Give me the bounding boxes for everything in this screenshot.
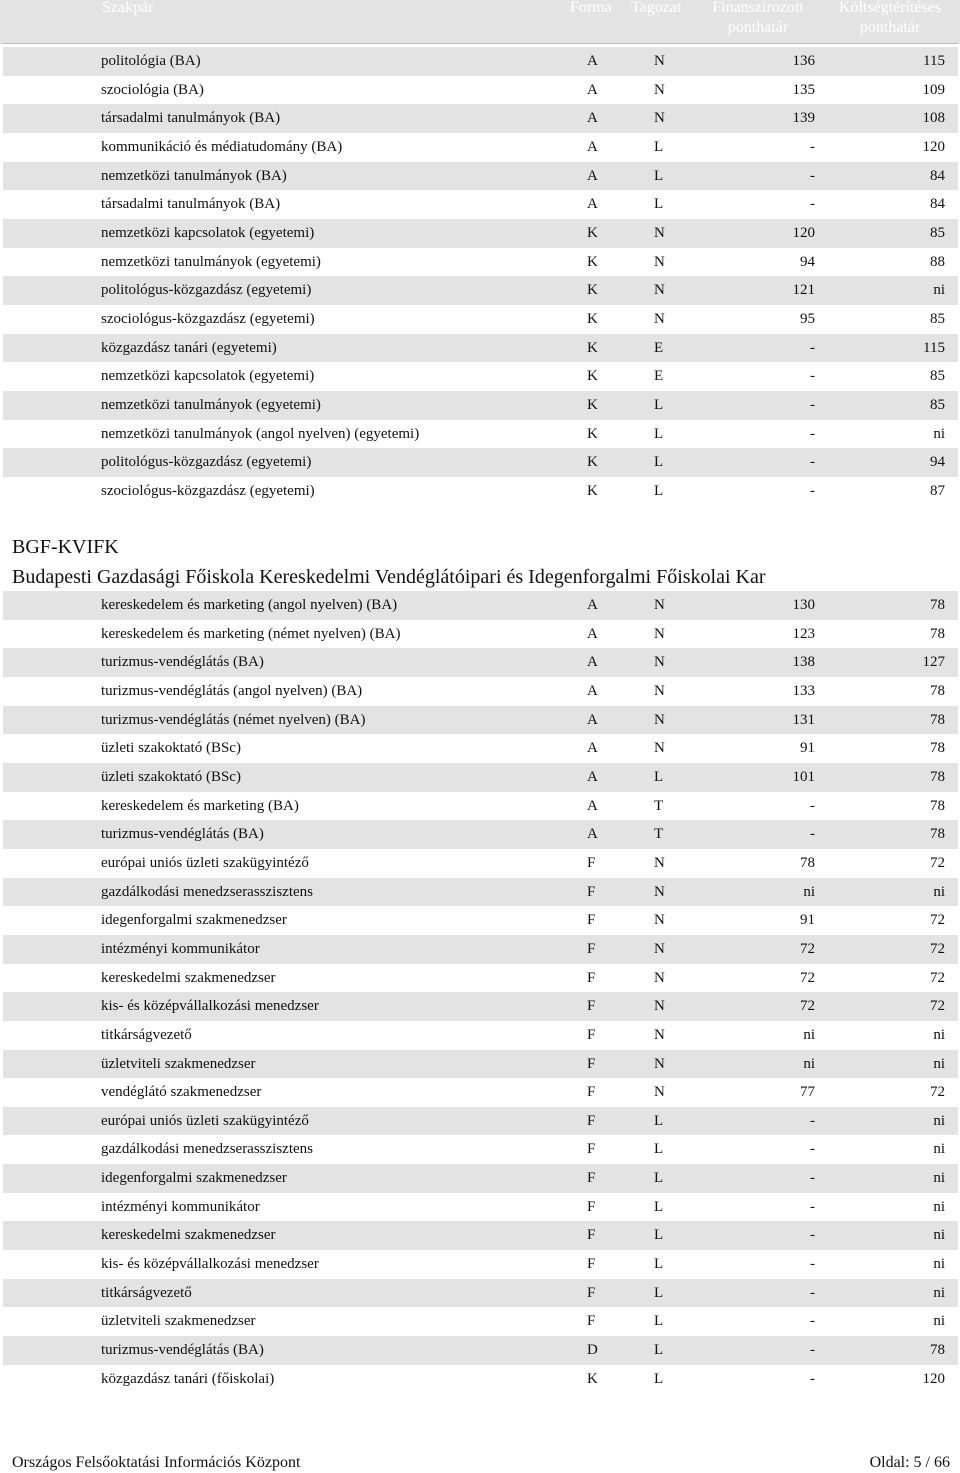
koltsegteriteses-cell: ni bbox=[933, 1112, 945, 1129]
finanszirozott-cell: ni bbox=[803, 1055, 815, 1072]
table-row bbox=[3, 677, 958, 706]
finanszirozott-cell: 95 bbox=[800, 310, 815, 327]
header-szakpar: Szakpár bbox=[102, 0, 154, 16]
tagozat-cell: L bbox=[654, 1112, 664, 1129]
table-row bbox=[3, 362, 958, 391]
forma-cell: A bbox=[587, 138, 598, 155]
tagozat-cell: L bbox=[654, 1141, 664, 1158]
tagozat-cell: L bbox=[654, 1170, 664, 1187]
koltsegteriteses-cell: ni bbox=[933, 1313, 945, 1330]
finanszirozott-cell: 133 bbox=[792, 682, 815, 699]
table-row bbox=[3, 849, 958, 878]
finanszirozott-cell: 72 bbox=[800, 940, 815, 957]
finanszirozott-cell: - bbox=[810, 167, 815, 184]
forma-cell: F bbox=[587, 1313, 596, 1330]
tagozat-cell: L bbox=[654, 138, 664, 155]
szakpar-cell: európai uniós üzleti szakügyintéző bbox=[101, 1112, 309, 1129]
finanszirozott-cell: - bbox=[810, 1313, 815, 1330]
szakpar-cell: gazdálkodási menedzserasszisztens bbox=[101, 1141, 313, 1158]
finanszirozott-cell: 136 bbox=[792, 53, 815, 69]
koltsegteriteses-cell: 85 bbox=[930, 396, 945, 413]
table-row bbox=[3, 1221, 958, 1250]
finanszirozott-cell: 123 bbox=[792, 625, 815, 642]
koltsegteriteses-cell: 84 bbox=[930, 167, 945, 184]
finanszirozott-cell: - bbox=[810, 138, 815, 155]
table-row bbox=[3, 448, 958, 477]
tagozat-cell: L bbox=[654, 425, 664, 442]
forma-cell: K bbox=[587, 396, 598, 413]
table-row bbox=[3, 820, 958, 849]
koltsegteriteses-cell: 72 bbox=[930, 1084, 945, 1101]
institution-code: BGF-KVIFK bbox=[12, 536, 119, 558]
forma-cell: K bbox=[587, 454, 598, 471]
table-row bbox=[3, 1365, 958, 1394]
forma-cell: F bbox=[587, 1141, 596, 1158]
koltsegteriteses-cell: 85 bbox=[930, 224, 945, 241]
tagozat-cell: N bbox=[654, 224, 665, 241]
forma-cell: F bbox=[587, 854, 596, 871]
forma-cell: A bbox=[587, 682, 598, 699]
szakpar-cell: kereskedelem és marketing (angol nyelven) (BA) bbox=[101, 597, 398, 613]
forma-cell: F bbox=[587, 1256, 596, 1273]
forma-cell: K bbox=[587, 339, 598, 356]
finanszirozott-cell: - bbox=[810, 1284, 815, 1301]
szakpar-cell: intézményi kommunikátor bbox=[101, 1198, 260, 1215]
finanszirozott-cell: - bbox=[810, 454, 815, 471]
koltsegteriteses-cell: 78 bbox=[930, 740, 945, 757]
koltsegteriteses-cell: 85 bbox=[930, 310, 945, 327]
koltsegteriteses-cell: 72 bbox=[930, 969, 945, 986]
szakpar-cell: kis- és középvállalkozási menedzser bbox=[101, 1256, 319, 1273]
szakpar-cell: turizmus-vendéglátás (német nyelven) (BA) bbox=[101, 711, 366, 728]
koltsegteriteses-cell: 115 bbox=[923, 339, 945, 356]
tagozat-cell: L bbox=[654, 167, 664, 184]
tagozat-cell: N bbox=[654, 940, 665, 957]
szakpar-cell: társadalmi tanulmányok (BA) bbox=[101, 110, 281, 127]
tagozat-cell: T bbox=[654, 797, 664, 814]
koltsegteriteses-cell: 78 bbox=[930, 797, 945, 814]
table-row bbox=[3, 104, 958, 133]
finanszirozott-cell: - bbox=[810, 1256, 815, 1273]
finanszirozott-cell: - bbox=[810, 339, 815, 356]
table-row bbox=[3, 992, 958, 1021]
finanszirozott-cell: 101 bbox=[792, 768, 815, 785]
szakpar-cell: gazdálkodási menedzserasszisztens bbox=[101, 883, 313, 900]
table-row bbox=[3, 1107, 958, 1136]
szakpar-cell: kereskedelem és marketing (német nyelven) (BA) bbox=[101, 625, 401, 642]
szakpar-cell: közgazdász tanári (egyetemi) bbox=[101, 339, 277, 356]
finanszirozott-cell: 135 bbox=[792, 81, 815, 98]
tagozat-cell: N bbox=[654, 597, 665, 613]
tagozat-cell: N bbox=[654, 282, 665, 299]
forma-cell: A bbox=[587, 654, 598, 671]
table-row bbox=[3, 248, 958, 277]
szakpar-cell: szociológus-közgazdász (egyetemi) bbox=[101, 310, 315, 327]
tagozat-cell: N bbox=[654, 998, 665, 1015]
finanszirozott-cell: - bbox=[810, 1112, 815, 1129]
table-row bbox=[3, 391, 958, 420]
szakpar-cell: turizmus-vendéglátás (angol nyelven) (BA) bbox=[101, 682, 363, 699]
forma-cell: A bbox=[587, 196, 598, 213]
tagozat-cell: N bbox=[654, 740, 665, 757]
koltsegteriteses-cell: ni bbox=[933, 1256, 945, 1273]
forma-cell: K bbox=[587, 482, 598, 499]
szakpar-cell: turizmus-vendéglátás (BA) bbox=[101, 1342, 264, 1359]
tagozat-cell: L bbox=[654, 1313, 664, 1330]
szakpar-cell: üzleti szakoktató (BSc) bbox=[101, 768, 241, 785]
szakpar-cell: vendéglátó szakmenedzser bbox=[101, 1084, 262, 1101]
finanszirozott-cell: - bbox=[810, 1141, 815, 1158]
tagozat-cell: L bbox=[654, 768, 664, 785]
koltsegteriteses-cell: 78 bbox=[930, 597, 945, 613]
tagozat-cell: N bbox=[654, 883, 665, 900]
tagozat-cell: L bbox=[654, 1342, 664, 1359]
koltsegteriteses-cell: 115 bbox=[923, 53, 945, 69]
koltsegteriteses-cell: ni bbox=[933, 282, 945, 299]
koltsegteriteses-cell: ni bbox=[933, 1170, 945, 1187]
szakpar-cell: üzletviteli szakmenedzser bbox=[101, 1055, 256, 1072]
szakpar-cell: kereskedelem és marketing (BA) bbox=[101, 797, 299, 814]
table-row bbox=[3, 219, 958, 248]
table-row bbox=[3, 648, 958, 677]
table-row bbox=[3, 1135, 958, 1164]
tagozat-cell: N bbox=[654, 969, 665, 986]
finanszirozott-cell: 78 bbox=[800, 854, 815, 871]
tagozat-cell: N bbox=[654, 1026, 665, 1043]
table-row bbox=[3, 906, 958, 935]
forma-cell: A bbox=[587, 797, 598, 814]
forma-cell: F bbox=[587, 1198, 596, 1215]
finanszirozott-cell: - bbox=[810, 826, 815, 843]
header-forma: Forma bbox=[570, 0, 612, 16]
forma-cell: F bbox=[587, 969, 596, 986]
forma-cell: K bbox=[587, 253, 598, 270]
table-row bbox=[3, 276, 958, 305]
table-row bbox=[3, 1078, 958, 1107]
finanszirozott-cell: - bbox=[810, 425, 815, 442]
footer-page-number: Oldal: 5 / 66 bbox=[869, 1454, 950, 1471]
koltsegteriteses-cell: 127 bbox=[922, 654, 945, 671]
koltsegteriteses-cell: ni bbox=[933, 1026, 945, 1043]
table-row bbox=[3, 763, 958, 792]
szakpar-cell: üzletviteli szakmenedzser bbox=[101, 1313, 256, 1330]
koltsegteriteses-cell: ni bbox=[933, 1055, 945, 1072]
finanszirozott-cell: 138 bbox=[792, 654, 815, 671]
koltsegteriteses-cell: ni bbox=[933, 1227, 945, 1244]
szakpar-cell: nemzetközi tanulmányok (egyetemi) bbox=[101, 253, 321, 270]
forma-cell: A bbox=[587, 711, 598, 728]
szakpar-cell: szociológus-közgazdász (egyetemi) bbox=[101, 482, 315, 499]
szakpar-cell: társadalmi tanulmányok (BA) bbox=[101, 196, 281, 213]
finanszirozott-cell: 94 bbox=[800, 253, 815, 270]
finanszirozott-cell: 121 bbox=[792, 282, 815, 299]
table-row bbox=[3, 305, 958, 334]
table-section-1 bbox=[3, 47, 958, 506]
table-row bbox=[3, 1250, 958, 1279]
szakpar-cell: turizmus-vendéglátás (BA) bbox=[101, 826, 264, 843]
szakpar-cell: közgazdász tanári (főiskolai) bbox=[101, 1370, 275, 1387]
table-row bbox=[3, 620, 958, 649]
forma-cell: F bbox=[587, 1112, 596, 1129]
table-row bbox=[3, 190, 958, 219]
forma-cell: F bbox=[587, 1284, 596, 1301]
tagozat-cell: N bbox=[654, 1084, 665, 1101]
koltsegteriteses-cell: 88 bbox=[930, 253, 945, 270]
forma-cell: F bbox=[587, 883, 596, 900]
table-row bbox=[3, 76, 958, 105]
table-section-2 bbox=[3, 591, 958, 1393]
tagozat-cell: N bbox=[654, 682, 665, 699]
finanszirozott-cell: ni bbox=[803, 883, 815, 900]
tagozat-cell: N bbox=[654, 53, 665, 69]
forma-cell: A bbox=[587, 81, 598, 98]
szakpar-cell: intézményi kommunikátor bbox=[101, 940, 260, 957]
szakpar-cell: szociológia (BA) bbox=[101, 81, 204, 98]
table-row bbox=[3, 1336, 958, 1365]
forma-cell: K bbox=[587, 1370, 598, 1387]
forma-cell: K bbox=[587, 224, 598, 241]
koltsegteriteses-cell: 78 bbox=[930, 1342, 945, 1359]
table-row bbox=[3, 935, 958, 964]
forma-cell: K bbox=[587, 425, 598, 442]
forma-cell: A bbox=[587, 768, 598, 785]
tagozat-cell: N bbox=[654, 253, 665, 270]
tagozat-cell: E bbox=[654, 368, 664, 385]
tagozat-cell: E bbox=[654, 339, 664, 356]
tagozat-cell: N bbox=[654, 1055, 665, 1072]
finanszirozott-cell: - bbox=[810, 1370, 815, 1387]
forma-cell: F bbox=[587, 998, 596, 1015]
forma-cell: K bbox=[587, 282, 598, 299]
finanszirozott-cell: - bbox=[810, 396, 815, 413]
koltsegteriteses-cell: 78 bbox=[930, 625, 945, 642]
forma-cell: K bbox=[587, 368, 598, 385]
szakpar-cell: idegenforgalmi szakmenedzser bbox=[101, 1170, 287, 1187]
forma-cell: F bbox=[587, 1170, 596, 1187]
forma-cell: A bbox=[587, 167, 598, 184]
koltsegteriteses-cell: 85 bbox=[930, 368, 945, 385]
forma-cell: A bbox=[587, 597, 598, 613]
table-row bbox=[3, 878, 958, 907]
koltsegteriteses-cell: ni bbox=[933, 1284, 945, 1301]
institution-name: Budapesti Gazdasági Főiskola Kereskedelmi Vendéglátóipari és Idegenforgalmi Főiskolai Kar bbox=[12, 566, 766, 588]
tagozat-cell: L bbox=[654, 1370, 664, 1387]
forma-cell: F bbox=[587, 940, 596, 957]
tagozat-cell: N bbox=[654, 711, 665, 728]
finanszirozott-cell: 91 bbox=[800, 740, 815, 757]
finanszirozott-cell: - bbox=[810, 368, 815, 385]
finanszirozott-cell: - bbox=[810, 482, 815, 499]
tagozat-cell: T bbox=[654, 826, 664, 843]
tagozat-cell: L bbox=[654, 454, 664, 471]
forma-cell: A bbox=[587, 826, 598, 843]
finanszirozott-cell: 130 bbox=[792, 597, 815, 613]
table-row bbox=[3, 591, 958, 620]
koltsegteriteses-cell: 108 bbox=[922, 110, 945, 127]
tagozat-cell: L bbox=[654, 196, 664, 213]
table-row bbox=[3, 964, 958, 993]
finanszirozott-cell: 91 bbox=[800, 912, 815, 929]
koltsegteriteses-cell: ni bbox=[933, 1198, 945, 1215]
szakpar-cell: nemzetközi kapcsolatok (egyetemi) bbox=[101, 368, 315, 385]
szakpar-cell: nemzetközi tanulmányok (BA) bbox=[101, 167, 287, 184]
koltsegteriteses-cell: 84 bbox=[930, 196, 945, 213]
tagozat-cell: N bbox=[654, 854, 665, 871]
koltsegteriteses-cell: 78 bbox=[930, 711, 945, 728]
tagozat-cell: N bbox=[654, 81, 665, 98]
footer-organization: Országos Felsőoktatási Információs Központ bbox=[12, 1454, 301, 1471]
koltsegteriteses-cell: 72 bbox=[930, 912, 945, 929]
finanszirozott-cell: - bbox=[810, 1198, 815, 1215]
forma-cell: A bbox=[587, 625, 598, 642]
table-row bbox=[3, 477, 958, 506]
koltsegteriteses-cell: 78 bbox=[930, 682, 945, 699]
table-row bbox=[3, 706, 958, 735]
szakpar-cell: európai uniós üzleti szakügyintéző bbox=[101, 854, 309, 871]
szakpar-cell: politológus-közgazdász (egyetemi) bbox=[101, 454, 312, 471]
koltsegteriteses-cell: 72 bbox=[930, 998, 945, 1015]
szakpar-cell: titkárságvezető bbox=[101, 1284, 192, 1301]
finanszirozott-cell: 72 bbox=[800, 969, 815, 986]
koltsegteriteses-cell: ni bbox=[933, 883, 945, 900]
table-row bbox=[3, 1279, 958, 1308]
table-row bbox=[3, 1193, 958, 1222]
tagozat-cell: N bbox=[654, 310, 665, 327]
forma-cell: F bbox=[587, 1084, 596, 1101]
tagozat-cell: L bbox=[654, 396, 664, 413]
tagozat-cell: L bbox=[654, 1284, 664, 1301]
table-row bbox=[3, 133, 958, 162]
szakpar-cell: politológia (BA) bbox=[101, 53, 201, 69]
szakpar-cell: politológus-közgazdász (egyetemi) bbox=[101, 282, 312, 299]
finanszirozott-cell: - bbox=[810, 196, 815, 213]
forma-cell: F bbox=[587, 1227, 596, 1244]
header-koltsegteriteses: Költségtérítéses ponthatár bbox=[838, 0, 942, 36]
koltsegteriteses-cell: ni bbox=[933, 1141, 945, 1158]
szakpar-cell: idegenforgalmi szakmenedzser bbox=[101, 912, 287, 929]
koltsegteriteses-cell: 87 bbox=[930, 482, 945, 499]
szakpar-cell: kis- és középvállalkozási menedzser bbox=[101, 998, 319, 1015]
finanszirozott-cell: - bbox=[810, 1342, 815, 1359]
forma-cell: D bbox=[587, 1342, 598, 1359]
szakpar-cell: nemzetközi kapcsolatok (egyetemi) bbox=[101, 224, 315, 241]
szakpar-cell: nemzetközi tanulmányok (angol nyelven) (egyetemi) bbox=[101, 425, 420, 442]
koltsegteriteses-cell: 72 bbox=[930, 940, 945, 957]
table-row bbox=[3, 1307, 958, 1336]
header-tagozat: Tagozat bbox=[631, 0, 682, 16]
szakpar-cell: titkárságvezető bbox=[101, 1026, 192, 1043]
finanszirozott-cell: 139 bbox=[792, 110, 815, 127]
finanszirozott-cell: ni bbox=[803, 1026, 815, 1043]
tagozat-cell: L bbox=[654, 482, 664, 499]
table-row bbox=[3, 1021, 958, 1050]
forma-cell: F bbox=[587, 1055, 596, 1072]
forma-cell: F bbox=[587, 912, 596, 929]
finanszirozott-cell: 72 bbox=[800, 998, 815, 1015]
table-row bbox=[3, 792, 958, 821]
tagozat-cell: N bbox=[654, 625, 665, 642]
tagozat-cell: L bbox=[654, 1198, 664, 1215]
table-row bbox=[3, 420, 958, 449]
finanszirozott-cell: - bbox=[810, 1227, 815, 1244]
table-row bbox=[3, 734, 958, 763]
tagozat-cell: L bbox=[654, 1256, 664, 1273]
table-row bbox=[3, 47, 958, 76]
forma-cell: K bbox=[587, 310, 598, 327]
koltsegteriteses-cell: 78 bbox=[930, 826, 945, 843]
finanszirozott-cell: 77 bbox=[800, 1084, 815, 1101]
szakpar-cell: üzleti szakoktató (BSc) bbox=[101, 740, 241, 757]
forma-cell: A bbox=[587, 740, 598, 757]
koltsegteriteses-cell: 120 bbox=[922, 1370, 945, 1387]
tagozat-cell: N bbox=[654, 110, 665, 127]
tagozat-cell: N bbox=[654, 912, 665, 929]
koltsegteriteses-cell: 94 bbox=[930, 454, 945, 471]
szakpar-cell: kommunikáció és médiatudomány (BA) bbox=[101, 138, 343, 155]
tagozat-cell: N bbox=[654, 654, 665, 671]
koltsegteriteses-cell: ni bbox=[933, 425, 945, 442]
forma-cell: F bbox=[587, 1026, 596, 1043]
szakpar-cell: turizmus-vendéglátás (BA) bbox=[101, 654, 264, 671]
szakpar-cell: kereskedelmi szakmenedzser bbox=[101, 1227, 276, 1244]
szakpar-cell: kereskedelmi szakmenedzser bbox=[101, 969, 276, 986]
finanszirozott-cell: 131 bbox=[792, 711, 815, 728]
table-header bbox=[0, 0, 960, 44]
koltsegteriteses-cell: 109 bbox=[922, 81, 945, 98]
szakpar-cell: nemzetközi tanulmányok (egyetemi) bbox=[101, 396, 321, 413]
forma-cell: A bbox=[587, 110, 598, 127]
finanszirozott-cell: - bbox=[810, 797, 815, 814]
header-finanszirozott: Finanszírozott ponthatár bbox=[712, 0, 804, 36]
header-divider bbox=[2, 43, 958, 44]
table-row bbox=[3, 162, 958, 191]
table-row bbox=[3, 1164, 958, 1193]
koltsegteriteses-cell: 78 bbox=[930, 768, 945, 785]
koltsegteriteses-cell: 72 bbox=[930, 854, 945, 871]
finanszirozott-cell: - bbox=[810, 1170, 815, 1187]
finanszirozott-cell: 120 bbox=[792, 224, 815, 241]
table-row bbox=[3, 334, 958, 363]
tagozat-cell: L bbox=[654, 1227, 664, 1244]
forma-cell: A bbox=[587, 53, 598, 69]
table-row bbox=[3, 1050, 958, 1079]
koltsegteriteses-cell: 120 bbox=[922, 138, 945, 155]
